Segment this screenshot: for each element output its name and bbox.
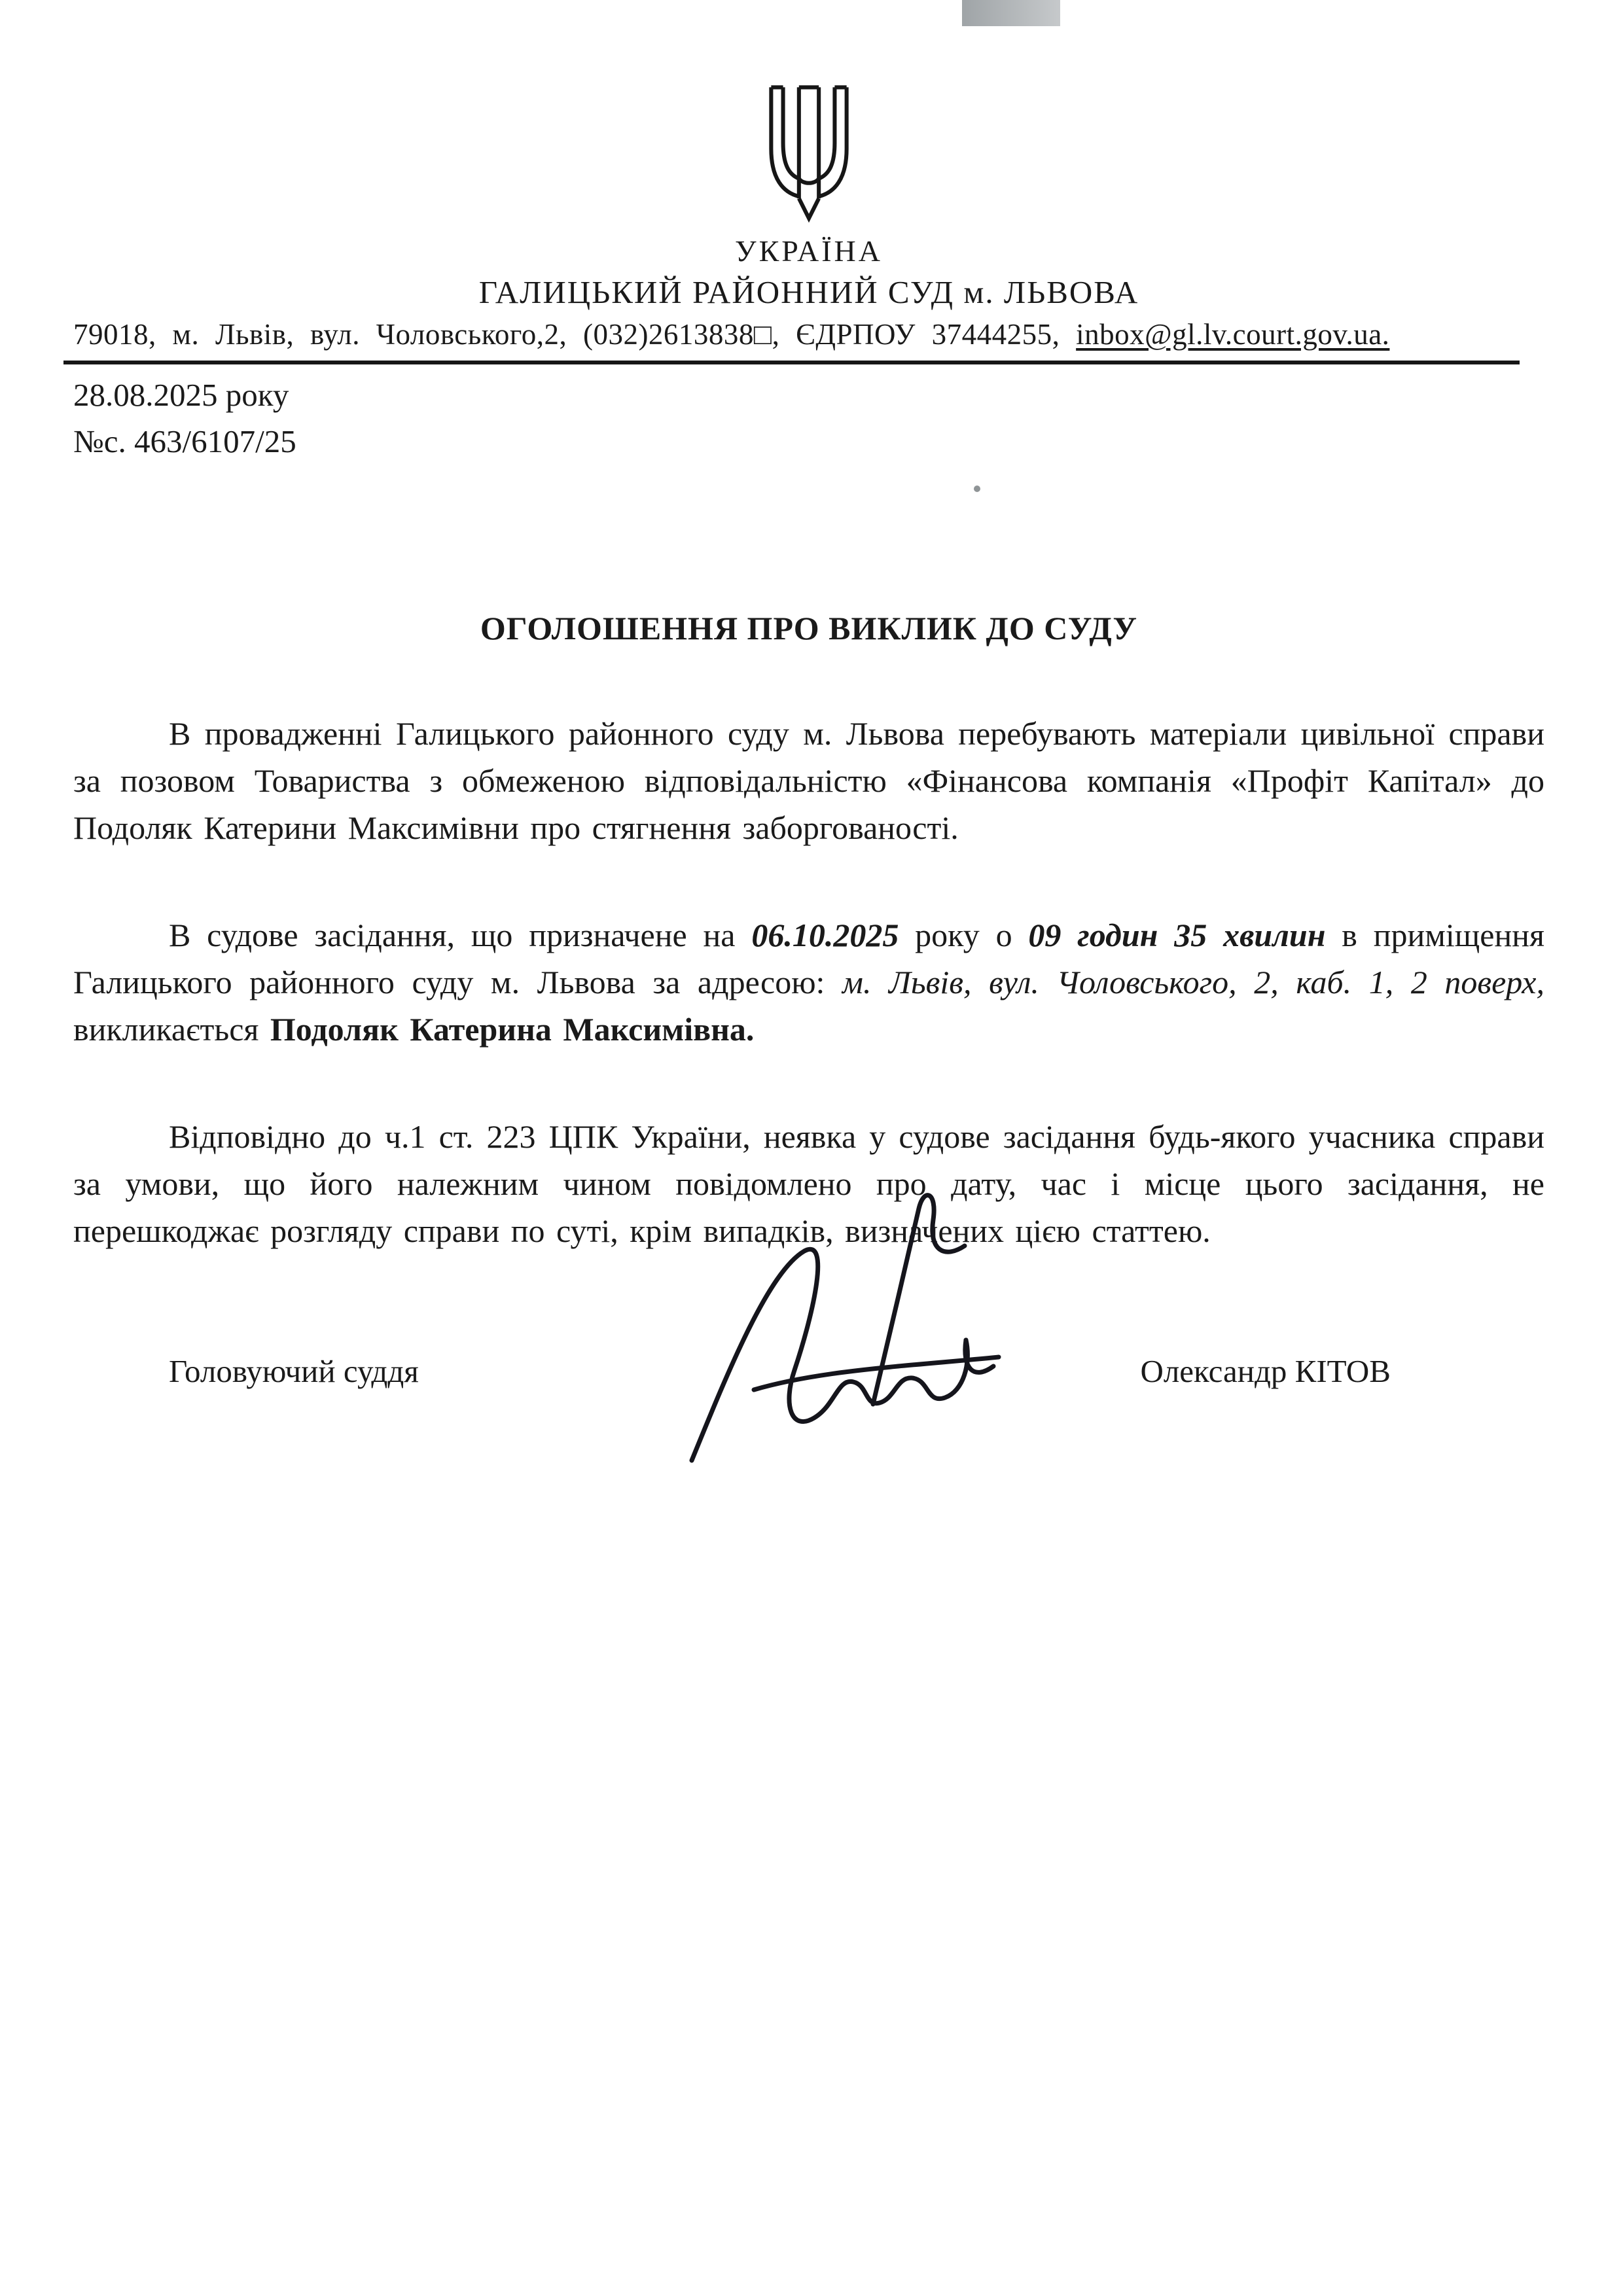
p2-text: В судове засідання, що призначене на xyxy=(169,917,752,953)
country-name: УКРАЇНА xyxy=(735,234,883,268)
p2-text: року о xyxy=(899,917,1029,953)
document-title: ОГОЛОШЕННЯ ПРО ВИКЛИК ДО СУДУ xyxy=(480,610,1138,646)
body-paragraph-2 xyxy=(73,911,1544,1053)
court-email-link[interactable]: inbox@gl.lv.court.gov.ua. xyxy=(1076,318,1390,351)
court-address: 79018, м. Львів, вул. Чоловського,2, (032)2613838□, ЄДРПОУ 37444255, xyxy=(73,318,1077,351)
scan-artifact xyxy=(962,0,1060,26)
p2-text: в приміщення Галицького районного суду м. Львова за адресою: xyxy=(73,917,1544,1000)
document-content xyxy=(0,77,1623,1390)
judge-role-label: Головуючий суддя xyxy=(169,1353,419,1389)
letterhead xyxy=(73,77,1544,230)
hearing-time: 09 годин 35 хвилин xyxy=(1028,917,1326,953)
court-address-line xyxy=(73,317,1544,351)
body-paragraph-1: В провадженні Галицького районного суду м. Львова перебувають матеріали цивільної справи за позовом Товариства з обмеженою відповідальністю «Фінансова компанія «Профіт Капітал» до Подоляк Катерини Максимівни про стягнення заборгованості. xyxy=(73,715,1544,846)
document-date: 28.08.2025 року xyxy=(73,377,289,413)
judge-name: Олександр КІТОВ xyxy=(1140,1353,1391,1389)
letterhead-divider xyxy=(63,361,1520,364)
signature-block xyxy=(73,1352,1544,1390)
court-name: ГАЛИЦЬКИЙ РАЙОННИЙ СУД м. ЛЬВОВА xyxy=(478,274,1139,310)
p2-text: викликається xyxy=(73,1011,270,1048)
ukraine-trident-icon xyxy=(749,77,868,226)
case-number: №с. 463/6107/25 xyxy=(73,423,296,459)
summoned-person-name: Подоляк Катерина Максимівна. xyxy=(270,1011,755,1048)
hearing-address: м. Львів, вул. Чоловського, 2, каб. 1, 2 поверх, xyxy=(842,964,1545,1000)
hearing-date: 06.10.2025 xyxy=(751,917,899,953)
body-paragraph-3: Відповідно до ч.1 ст. 223 ЦПК України, неявка у судове засідання будь-якого учасника справи за умови, що його належним чином повідомлено про дату, час і місце цього засідання, не перешкоджає розгляду справи по суті, крім випадків, визначених цією статтею. xyxy=(73,1118,1544,1249)
